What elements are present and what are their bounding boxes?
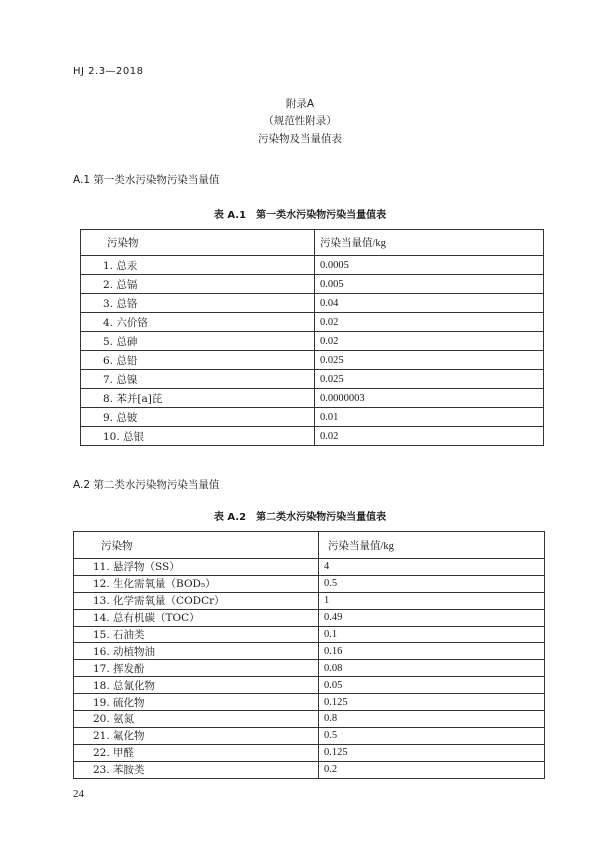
equivalent-value: 0.8 [319,711,545,728]
pollutant-name: 19. 硫化物 [74,694,319,711]
table-row [74,761,545,778]
table-header-row [74,532,545,559]
pollutant-name: 2. 总镉 [81,275,315,294]
pollutant-name: 1. 总汞 [81,256,315,275]
pollutant-name: 7. 总镍 [81,370,315,389]
equivalent-value: 0.05 [319,677,545,694]
equivalent-value: 0.5 [319,727,545,744]
table-row [81,427,544,446]
table-row [74,744,545,761]
table-caption-a2: 表 A.2 第二类水污染物污染当量值表 [213,512,387,523]
table-row [81,389,544,408]
equivalent-value: 0.2 [319,761,545,778]
equivalent-value: 0.125 [319,744,545,761]
table-row [74,660,545,677]
appendix-title: 污染物及当量值表 [258,133,342,145]
equivalent-value: 0.02 [315,427,544,446]
table-row [81,294,544,313]
pollutant-name: 9. 总铍 [81,408,315,427]
table-row [81,256,544,275]
pollutant-name: 18. 总氰化物 [74,677,319,694]
pollutant-name: 13. 化学需氧量（CODCr） [74,592,319,609]
table-row [81,370,544,389]
column-header-pollutant: 污染物 [81,230,315,256]
pollutant-name: 21. 氟化物 [74,727,319,744]
table-row [74,626,545,643]
equivalent-value: 0.49 [319,609,545,626]
table-row [74,677,545,694]
table-row [74,609,545,626]
pollutant-name: 14. 总有机碳（TOC） [74,609,319,626]
table-a1-body [81,230,544,446]
table-row [81,275,544,294]
equivalent-value: 0.125 [319,694,545,711]
table-row [74,643,545,660]
pollutant-name: 8. 苯并[a]芘 [81,389,315,408]
equivalent-value: 0.5 [319,575,545,592]
table-row [81,313,544,332]
table-header-row [81,230,544,256]
table-row [74,559,545,576]
pollutant-name: 5. 总砷 [81,332,315,351]
table-a1 [80,229,544,446]
table-row [74,727,545,744]
pollutant-name: 16. 动植物油 [74,643,319,660]
equivalent-value: 0.1 [319,626,545,643]
pollutant-name: 23. 苯胺类 [74,761,319,778]
table-caption-a1: 表 A.1 第一类水污染物污染当量值表 [213,210,387,221]
equivalent-value: 0.08 [319,660,545,677]
equivalent-value: 0.16 [319,643,545,660]
appendix-label: 附录A [285,98,315,110]
pollutant-name: 17. 挥发酚 [74,660,319,677]
table-row [74,592,545,609]
pollutant-name: 4. 六价铬 [81,313,315,332]
equivalent-value: 0.025 [315,351,544,370]
table-a2-body [74,532,545,779]
equivalent-value: 1 [319,592,545,609]
pollutant-name: 11. 悬浮物（SS） [74,559,319,576]
section-heading-a1: A.1 第一类水污染物污染当量值 [73,174,220,186]
table-row [81,332,544,351]
column-header-pollutant: 污染物 [74,532,319,559]
pollutant-name: 12. 生化需氧量（BOD₅） [74,575,319,592]
table-row [74,711,545,728]
pollutant-name: 10. 总银 [81,427,315,446]
equivalent-value: 0.0005 [315,256,544,275]
equivalent-value: 0.02 [315,332,544,351]
pollutant-name: 20. 氨氮 [74,711,319,728]
equivalent-value: 0.005 [315,275,544,294]
appendix-type: （规范性附录） [263,115,337,127]
pollutant-name: 6. 总铅 [81,351,315,370]
column-header-equivalent: 污染当量值/kg [319,532,545,559]
equivalent-value: 4 [319,559,545,576]
table-row [74,694,545,711]
page-number: 24 [73,788,84,800]
equivalent-value: 0.01 [315,408,544,427]
document-code: HJ 2.3—2018 [73,66,144,77]
equivalent-value: 0.025 [315,370,544,389]
column-header-equivalent: 污染当量值/kg [315,230,544,256]
pollutant-name: 22. 甲醛 [74,744,319,761]
table-row [74,575,545,592]
equivalent-value: 0.04 [315,294,544,313]
table-row [81,408,544,427]
pollutant-name: 15. 石油类 [74,626,319,643]
section-heading-a2: A.2 第二类水污染物污染当量值 [73,479,220,491]
equivalent-value: 0.0000003 [315,389,544,408]
table-row [81,351,544,370]
pollutant-name: 3. 总铬 [81,294,315,313]
equivalent-value: 0.02 [315,313,544,332]
table-a2 [73,531,545,779]
